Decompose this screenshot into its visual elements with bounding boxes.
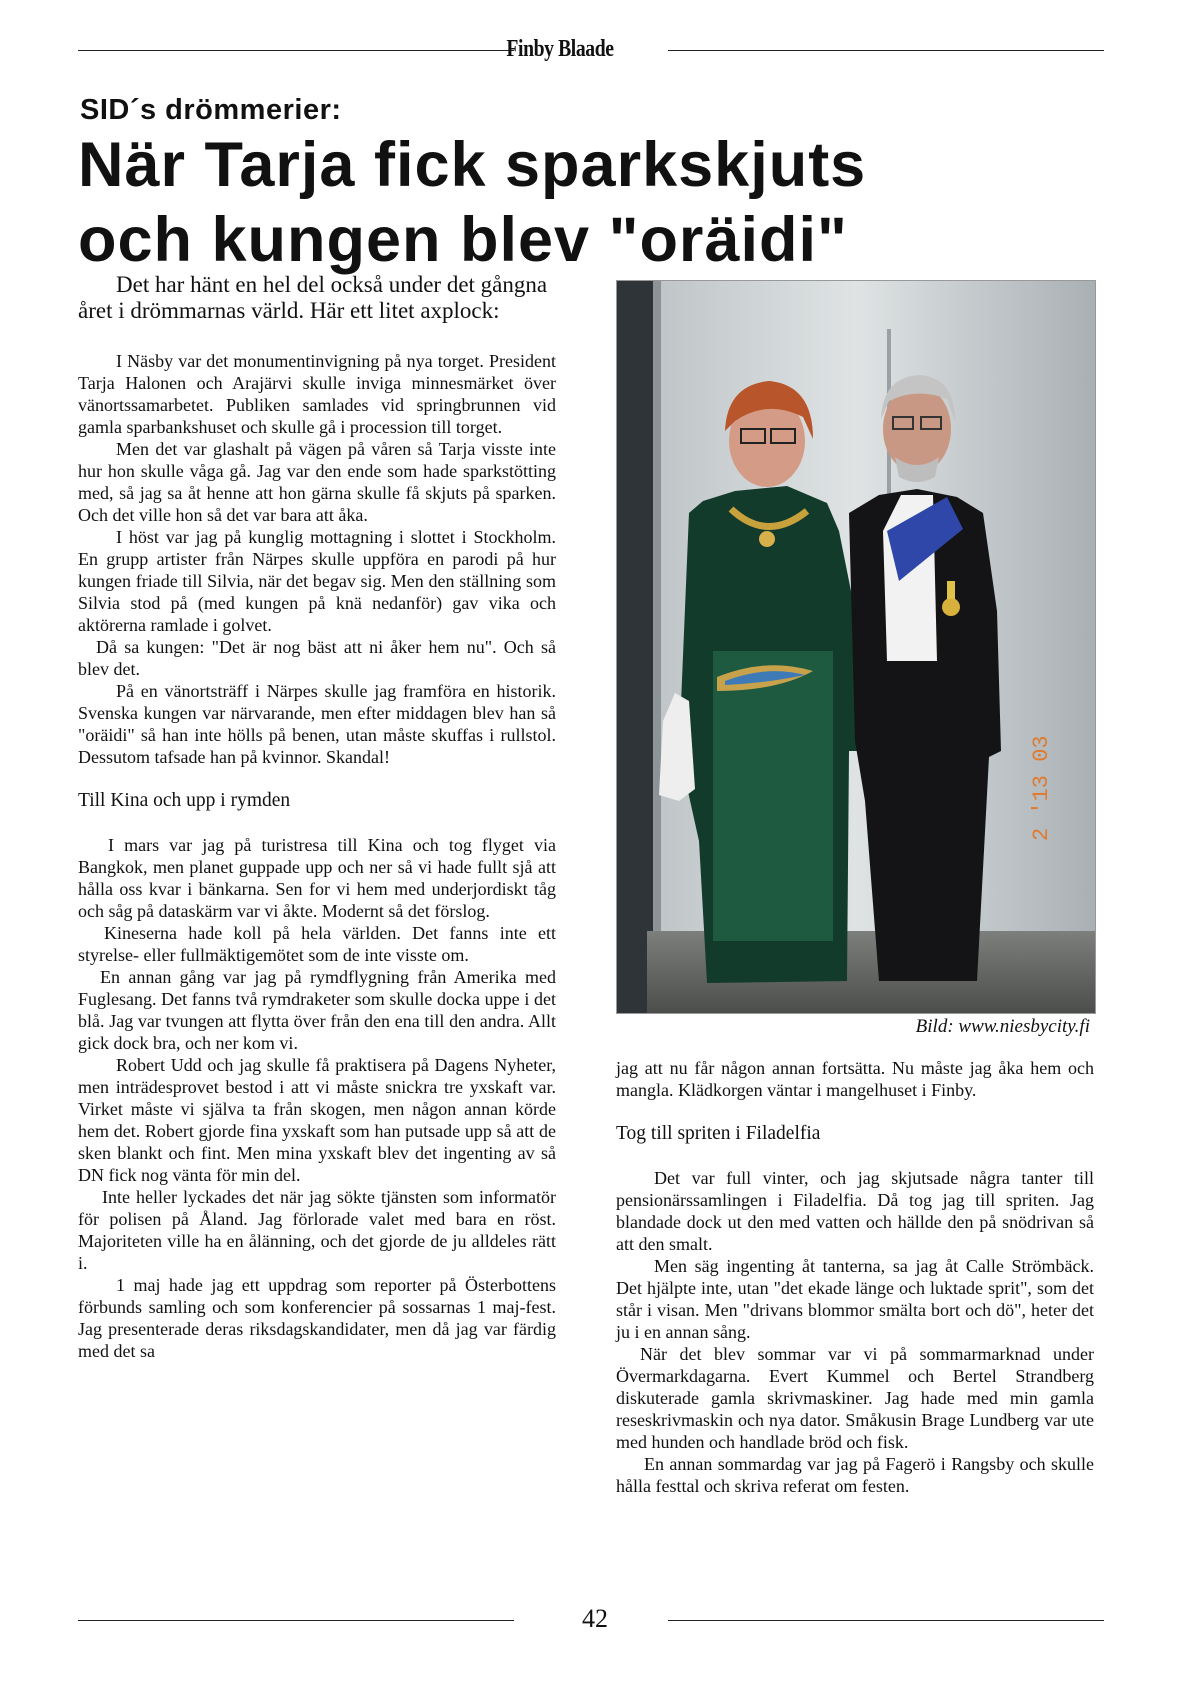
paragraph: En annan sommardag var jag på Fagerö i Rangsby och skulle hålla festtal och skriva referat om festen. — [616, 1454, 1094, 1496]
subheading-china: Till Kina och upp i rymden — [78, 790, 291, 811]
footer-rule-left — [78, 1620, 514, 1621]
paragraph: Robert Udd och jag skulle få praktisera på Dagens Nyheter, men inträdesprovet bestod i att vi måste snickra tre yxskaft var. Virket måste vi själva ta från skogen, men någon annan körde hem det. Robert gjorde fina yxskaft som han putsade upp så att de sken blankt och fint. Men mina yxskaft blev det ingenting av så DN fick nog vänta för min del. — [78, 1055, 556, 1185]
paragraph: I mars var jag på turistresa till Kina och tog flyget via Bangkok, men planet guppade upp och ner så vi hade fullt sjå att hålla oss kvar i bänkarna. Sen for vi hem med underjordiskt tåg och såg på dataskärm var vi åkte. Modernt så det förslog. — [78, 835, 556, 921]
footer-rule-right — [668, 1620, 1104, 1621]
paragraph: I Näsby var det monumentinvigning på nya torget. President Tarja Halonen och Arajärvi skulle inviga minnesmärket över vänortssamarbetet. Publiken samlades vid springbrunnen vid gamla sparbankshuset och skulle gå i procession till torget. — [78, 351, 556, 437]
paragraph: På en vänortsträff i Närpes skulle jag framföra en historik. Svenska kungen var närvarande, men efter middagen blev han så "oräidi" så han inte hölls på benen, utan måste skuffas i rullstol. Dessutom tafsade han på kvinnor. Skandal! — [78, 681, 556, 767]
paragraph: Inte heller lyckades det när jag sökte tjänsten som informatör för polisen på Åland. Jag förlorade valet med bara en röst. Majoriteten ville ha en ålänning, och det gjorde de ju alldeles rätt i. — [78, 1187, 556, 1273]
article-lead: Det har hänt en hel del också under det gångna året i drömmarnas värld. Här ett litet axplock: — [78, 272, 548, 323]
headline-line-2: och kungen blev "oräidi" — [78, 205, 848, 275]
right-column — [616, 1057, 1094, 1497]
header-rule-right — [668, 50, 1104, 51]
paragraph: När det blev sommar var vi på sommarmarknad under Övermarkdagarna. Evert Kummel och Bertel Strandberg diskuterade gamla skrivmaskiner. Jag hade med min gamla reseskrivmaskin och nya dator. Småkusin Brage Lundberg var ute med hunden och handlade bröd och fisk. — [616, 1344, 1094, 1452]
paragraph: Men säg ingenting åt tanterna, sa jag åt Calle Strömbäck. Det hjälpte inte, utan "det ekade länge och luktade sprit", som det står i visan. Men "drivans blommor smälta bort och dö", heter det ju i en annan sång. — [616, 1256, 1094, 1342]
article-kicker: SID´s drömmerier: — [80, 94, 342, 126]
header-rule-left — [78, 50, 514, 51]
headline-line-1: När Tarja fick sparkskjuts — [78, 130, 867, 200]
publication-title: Finby Blaade — [506, 36, 614, 62]
photo-date-stamp: 2 '13 03 — [1029, 735, 1054, 841]
page-number: 42 — [582, 1604, 608, 1633]
article-photo — [616, 280, 1096, 1014]
paragraph: 1 maj hade jag ett uppdrag som reporter på Österbottens förbunds samling och som konferencier på sossarnas 1 maj-fest. Jag presenterade deras riksdagskandidater, men då jag var färdig med det sa — [78, 1275, 556, 1361]
article-headline — [78, 128, 1038, 278]
photo-caption: Bild: www.niesbycity.fi — [915, 1016, 1090, 1037]
subheading-filadelfia: Tog till spriten i Filadelfia — [616, 1123, 821, 1144]
left-column — [78, 272, 556, 1362]
paragraph: Då sa kungen: "Det är nog bäst att ni åker hem nu". Och så blev det. — [78, 637, 556, 679]
paragraph: I höst var jag på kunglig mottagning i slottet i Stockholm. En grupp artister från Närpes skulle uppföra en parodi på hur kungen friade till Silvia, när det begav sig. Men den ställning som Silvia stod på (med kungen på knä nedanför) gav vika och aktörerna ramlade i golvet. — [78, 527, 556, 635]
paragraph: Men det var glashalt på vägen på våren så Tarja visste inte hur hon skulle våga gå. Jag var den ende som hade sparkstötting med, så jag sa åt henne att hon gärna skulle få skjuts på sparken. Och det ville hon så det var bara att åka. — [78, 439, 556, 525]
paragraph: Kineserna hade koll på hela världen. Det fanns inte ett styrelse- eller fullmäktigemötet som de inte visste om. — [78, 923, 556, 965]
paragraph: jag att nu får någon annan fortsätta. Nu måste jag åka hem och mangla. Klädkorgen väntar i mangelhuset i Finby. — [616, 1058, 1094, 1100]
paragraph: En annan gång var jag på rymdflygning från Amerika med Fuglesang. Det fanns två rymdraketer som skulle docka uppe i det blå. Jag var tvungen att flytta över från den ena till den andra. Allt gick dock bra, och ner kom vi. — [78, 967, 556, 1053]
paragraph: Det var full vinter, och jag skjutsade några tanter till pensionärssamlingen i Filadelfia. Då tog jag till spriten. Jag blandade dock ut den med vatten och hällde den på snödrivan så att den smalt. — [616, 1168, 1094, 1254]
